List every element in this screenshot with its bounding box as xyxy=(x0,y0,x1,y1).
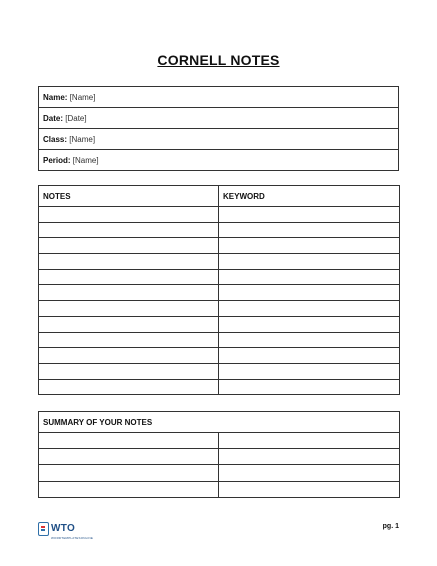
page-number: pg. 1 xyxy=(382,523,399,530)
info-row-period xyxy=(39,150,399,171)
wto-logo xyxy=(38,521,94,540)
info-label: Date: xyxy=(43,113,64,123)
notes-keyword-cell[interactable] xyxy=(219,332,400,348)
class-field[interactable] xyxy=(39,129,399,150)
notes-table xyxy=(38,185,400,395)
period-field[interactable] xyxy=(39,150,399,171)
summary-header: SUMMARY OF YOUR NOTES xyxy=(39,412,400,433)
notes-keyword-cell[interactable] xyxy=(219,285,400,301)
notes-row xyxy=(39,348,400,364)
notes-column-header: NOTES xyxy=(39,186,219,207)
notes-notes-cell[interactable] xyxy=(39,379,219,395)
notes-row xyxy=(39,332,400,348)
info-label: Period: xyxy=(43,155,71,165)
summary-row xyxy=(39,465,400,481)
logo-subtext: WORDTEMPLATESONLINE xyxy=(51,536,94,540)
summary-notes-cell[interactable] xyxy=(39,481,219,497)
notes-row xyxy=(39,269,400,285)
notes-notes-cell[interactable] xyxy=(39,301,219,317)
notes-row xyxy=(39,238,400,254)
summary-body xyxy=(39,433,400,498)
notes-keyword-cell[interactable] xyxy=(219,238,400,254)
notes-notes-cell[interactable] xyxy=(39,285,219,301)
notes-body xyxy=(39,207,400,395)
info-value: [Date] xyxy=(65,113,87,123)
notes-notes-cell[interactable] xyxy=(39,207,219,223)
document-icon xyxy=(38,522,49,536)
summary-keyword-cell[interactable] xyxy=(219,465,400,481)
notes-notes-cell[interactable] xyxy=(39,348,219,364)
notes-row xyxy=(39,222,400,238)
notes-notes-cell[interactable] xyxy=(39,316,219,332)
summary-header-row xyxy=(39,412,400,433)
notes-keyword-cell[interactable] xyxy=(219,363,400,379)
notes-keyword-cell[interactable] xyxy=(219,379,400,395)
notes-notes-cell[interactable] xyxy=(39,363,219,379)
info-value: [Name] xyxy=(72,155,99,165)
info-row-name xyxy=(39,87,399,108)
notes-row xyxy=(39,254,400,270)
summary-table xyxy=(38,411,400,498)
notes-notes-cell[interactable] xyxy=(39,332,219,348)
info-label: Class: xyxy=(43,134,68,144)
info-value: [Name] xyxy=(69,92,96,102)
logo-text: WTO xyxy=(51,523,76,534)
notes-keyword-cell[interactable] xyxy=(219,269,400,285)
summary-notes-cell[interactable] xyxy=(39,433,219,449)
notes-row xyxy=(39,301,400,317)
notes-keyword-cell[interactable] xyxy=(219,207,400,223)
name-field[interactable] xyxy=(39,87,399,108)
summary-keyword-cell[interactable] xyxy=(219,449,400,465)
notes-keyword-cell[interactable] xyxy=(219,348,400,364)
notes-keyword-cell[interactable] xyxy=(219,301,400,317)
notes-notes-cell[interactable] xyxy=(39,254,219,270)
summary-row xyxy=(39,481,400,497)
keyword-column-header: KEYWORD xyxy=(219,186,400,207)
notes-keyword-cell[interactable] xyxy=(219,254,400,270)
notes-keyword-cell[interactable] xyxy=(219,316,400,332)
notes-row xyxy=(39,363,400,379)
info-table xyxy=(38,86,399,171)
summary-notes-cell[interactable] xyxy=(39,449,219,465)
notes-keyword-cell[interactable] xyxy=(219,222,400,238)
info-row-class xyxy=(39,129,399,150)
info-value: [Name] xyxy=(69,134,96,144)
notes-row xyxy=(39,285,400,301)
info-row-date xyxy=(39,108,399,129)
notes-notes-cell[interactable] xyxy=(39,238,219,254)
summary-keyword-cell[interactable] xyxy=(219,433,400,449)
notes-row xyxy=(39,379,400,395)
summary-row xyxy=(39,449,400,465)
summary-keyword-cell[interactable] xyxy=(219,481,400,497)
notes-row xyxy=(39,316,400,332)
summary-row xyxy=(39,433,400,449)
notes-notes-cell[interactable] xyxy=(39,222,219,238)
logo-wordmark xyxy=(51,518,93,540)
page-title: CORNELL NOTES xyxy=(157,52,280,68)
info-label: Name: xyxy=(43,92,68,102)
date-field[interactable] xyxy=(39,108,399,129)
summary-notes-cell[interactable] xyxy=(39,465,219,481)
notes-header-row xyxy=(39,186,400,207)
notes-row xyxy=(39,207,400,223)
notes-notes-cell[interactable] xyxy=(39,269,219,285)
